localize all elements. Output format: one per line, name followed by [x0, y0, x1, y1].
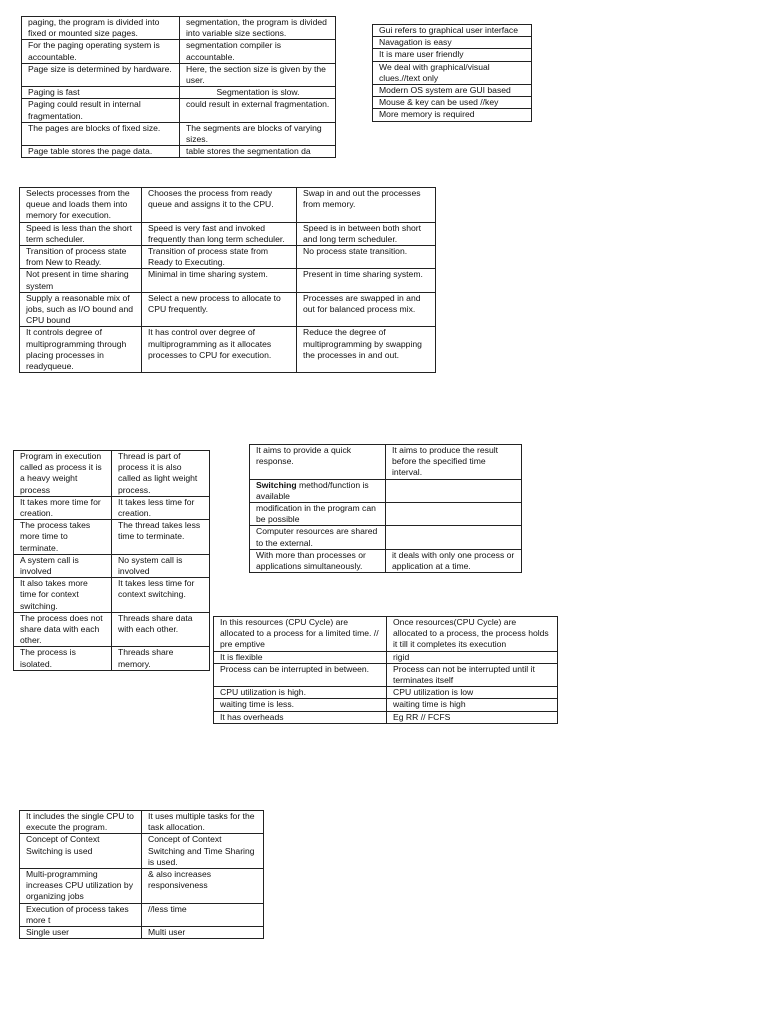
- table-row: [14, 647, 210, 670]
- table-cell: could result in external fragmentation.: [180, 99, 336, 122]
- table-row: [22, 17, 336, 40]
- table-cell: modification in the program can be possible: [250, 503, 386, 526]
- table-cell: Multi user: [142, 927, 264, 939]
- table-cell: Computer resources are shared to the external.: [250, 526, 386, 549]
- table-cell: waiting time is less.: [214, 699, 387, 711]
- table-cell: [386, 479, 522, 502]
- table-cell: The process is isolated.: [14, 647, 112, 670]
- response-table: [249, 444, 522, 573]
- table-cell: segmentation, the program is divided into variable size sections.: [180, 17, 336, 40]
- table-row: [20, 869, 264, 904]
- table-cell: It takes more time for creation.: [14, 496, 112, 519]
- table-cell: Single user: [20, 927, 142, 939]
- table-row: [214, 699, 558, 711]
- table-cell: Multi-programming increases CPU utilization by organizing jobs: [20, 869, 142, 904]
- paging-segmentation-table: [21, 16, 336, 158]
- table-cell: It is flexible: [214, 651, 387, 663]
- process-thread-table: [13, 450, 210, 671]
- table-row: [373, 37, 532, 49]
- table-cell: It has overheads: [214, 711, 387, 723]
- table-row: [22, 146, 336, 158]
- table-cell: Speed is very fast and invoked frequently than long term scheduler.: [142, 222, 297, 245]
- table-cell: paging, the program is divided into fixed or mounted size pages.: [22, 17, 180, 40]
- table-cell: Process can be interrupted in between.: [214, 663, 387, 686]
- table-cell: [386, 526, 522, 549]
- bold-term: Switching: [256, 479, 297, 490]
- table-cell: Navagation is easy: [373, 37, 532, 49]
- table-cell: Swap in and out the processes from memory.: [297, 188, 436, 223]
- table-row: [22, 87, 336, 99]
- table-cell: For the paging operating system is accountable.: [22, 40, 180, 63]
- table-cell: Mouse & key can be used //key: [373, 97, 532, 109]
- table-cell: Segmentation is slow.: [180, 87, 336, 99]
- table-cell: Eg RR // FCFS: [387, 711, 558, 723]
- table-row: [22, 122, 336, 145]
- table-cell: [250, 479, 386, 502]
- table-cell: & also increases responsiveness: [142, 869, 264, 904]
- table-cell: Present in time sharing system.: [297, 269, 436, 292]
- table-cell: No system call is involved: [112, 554, 210, 577]
- table-row: [20, 834, 264, 869]
- table-row: [20, 811, 264, 834]
- table-row: [214, 663, 558, 686]
- table-cell: The process takes more time to terminate.: [14, 520, 112, 555]
- table-row: [20, 188, 436, 223]
- table-cell: Process can not be interrupted until it terminates itself: [387, 663, 558, 686]
- table-row: [20, 903, 264, 926]
- table-row: [14, 496, 210, 519]
- table-cell: Execution of process takes more t: [20, 903, 142, 926]
- table-cell: Page table stores the page data.: [22, 146, 180, 158]
- cell-text: method/function is available: [256, 479, 369, 501]
- table-cell: We deal with graphical/visual clues.//text only: [373, 61, 532, 84]
- table-row: [20, 269, 436, 292]
- table-row: [14, 554, 210, 577]
- table-cell: It is mare user friendly: [373, 49, 532, 61]
- table-row: [250, 479, 522, 502]
- table-row: [14, 578, 210, 613]
- table-row: [373, 109, 532, 121]
- table-row: [214, 687, 558, 699]
- table-cell: Program in execution called as process it is a heavy weight process: [14, 451, 112, 497]
- table-cell: CPU utilization is low: [387, 687, 558, 699]
- table-cell: Transition of process state from Ready to Executing.: [142, 246, 297, 269]
- table-cell: [386, 503, 522, 526]
- table-cell: Once resources(CPU Cycle) are allocated to a process, the process holds it till it completes its execution: [387, 617, 558, 652]
- gui-table: [372, 24, 532, 122]
- table-row: [214, 651, 558, 663]
- table-row: [22, 63, 336, 86]
- table-cell: The thread takes less time to terminate.: [112, 520, 210, 555]
- table-cell: Transition of process state from New to Ready.: [20, 246, 142, 269]
- table-row: [373, 25, 532, 37]
- table-row: [250, 549, 522, 572]
- table-row: [20, 292, 436, 327]
- table-cell: Minimal in time sharing system.: [142, 269, 297, 292]
- table-row: [14, 451, 210, 497]
- table-cell: table stores the segmentation da: [180, 146, 336, 158]
- table-cell: //less time: [142, 903, 264, 926]
- table-row: [214, 617, 558, 652]
- table-cell: Processes are swapped in and out for balanced process mix.: [297, 292, 436, 327]
- table-row: [20, 246, 436, 269]
- table-row: [214, 711, 558, 723]
- table-cell: It also takes more time for context switching.: [14, 578, 112, 613]
- table-cell: Not present in time sharing system: [20, 269, 142, 292]
- table-cell: It takes less time for context switching.: [112, 578, 210, 613]
- table-row: [250, 503, 522, 526]
- preemptive-table: [213, 616, 558, 724]
- table-cell: Page size is determined by hardware.: [22, 63, 180, 86]
- table-cell: It aims to produce the result before the specified time interval.: [386, 445, 522, 480]
- table-row: [20, 327, 436, 373]
- table-cell: Speed is less than the short term scheduler.: [20, 222, 142, 245]
- table-row: [373, 49, 532, 61]
- table-cell: Threads share memory.: [112, 647, 210, 670]
- table-cell: Concept of Context Switching and Time Sharing is used.: [142, 834, 264, 869]
- table-cell: Modern OS system are GUI based: [373, 85, 532, 97]
- multiprogramming-table: [19, 810, 264, 939]
- table-cell: Speed is in between both short and long term scheduler.: [297, 222, 436, 245]
- table-cell: More memory is required: [373, 109, 532, 121]
- table-cell: Paging could result in internal fragmentation.: [22, 99, 180, 122]
- table-cell: With more than processes or applications simultaneously.: [250, 549, 386, 572]
- table-cell: It controls degree of multiprogramming through placing processes in readyqueue.: [20, 327, 142, 373]
- table-cell: It aims to provide a quick response.: [250, 445, 386, 480]
- table-cell: It has control over degree of multiprogramming as it allocates processes to CPU for execution.: [142, 327, 297, 373]
- table-cell: It takes less time for creation.: [112, 496, 210, 519]
- table-row: [373, 97, 532, 109]
- table-row: [250, 445, 522, 480]
- table-cell: Select a new process to allocate to CPU frequently.: [142, 292, 297, 327]
- table-cell: In this resources (CPU Cycle) are allocated to a process for a limited time. // pre emptive: [214, 617, 387, 652]
- table-cell: Paging is fast: [22, 87, 180, 99]
- table-row: [373, 61, 532, 84]
- table-row: [250, 526, 522, 549]
- table-cell: Selects processes from the queue and loads them into memory for execution.: [20, 188, 142, 223]
- table-cell: No process state transition.: [297, 246, 436, 269]
- table-cell: CPU utilization is high.: [214, 687, 387, 699]
- table-cell: Gui refers to graphical user interface: [373, 25, 532, 37]
- table-row: [14, 612, 210, 647]
- table-cell: The pages are blocks of fixed size.: [22, 122, 180, 145]
- table-cell: Supply a reasonable mix of jobs, such as I/O bound and CPU bound: [20, 292, 142, 327]
- table-cell: It uses multiple tasks for the task allocation.: [142, 811, 264, 834]
- table-cell: waiting time is high: [387, 699, 558, 711]
- table-cell: The segments are blocks of varying sizes.: [180, 122, 336, 145]
- table-cell: rigid: [387, 651, 558, 663]
- schedulers-table: [19, 187, 436, 373]
- table-cell: Thread is part of process it is also called as light weight process.: [112, 451, 210, 497]
- table-cell: Threads share data with each other.: [112, 612, 210, 647]
- table-cell: The process does not share data with each other.: [14, 612, 112, 647]
- table-row: [373, 85, 532, 97]
- table-cell: A system call is involved: [14, 554, 112, 577]
- table-row: [22, 40, 336, 63]
- table-cell: Here, the section size is given by the user.: [180, 63, 336, 86]
- table-row: [22, 99, 336, 122]
- table-row: [20, 927, 264, 939]
- table-row: [14, 520, 210, 555]
- table-cell: it deals with only one process or application at a time.: [386, 549, 522, 572]
- table-cell: Concept of Context Switching is used: [20, 834, 142, 869]
- table-row: [20, 222, 436, 245]
- table-cell: It includes the single CPU to execute the program.: [20, 811, 142, 834]
- table-cell: Reduce the degree of multiprogramming by swapping the processes in and out.: [297, 327, 436, 373]
- table-cell: segmentation compiler is accountable.: [180, 40, 336, 63]
- table-cell: Chooses the process from ready queue and assigns it to the CPU.: [142, 188, 297, 223]
